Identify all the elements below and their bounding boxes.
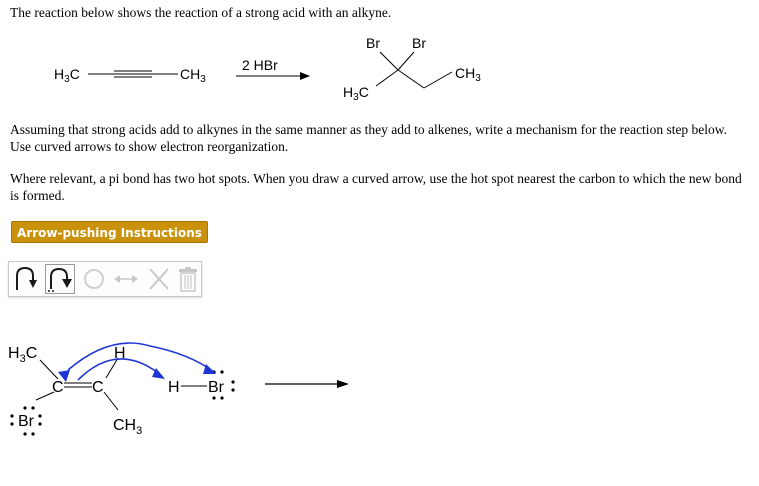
mech-ch3: $CH_3$ <box>113 417 143 437</box>
resonance-arrow-icon[interactable] <box>111 264 141 294</box>
bond-c1-br <box>36 392 54 400</box>
bond-c2-ch3 <box>104 392 118 410</box>
mechanism-result-arrow <box>265 378 349 390</box>
mech-br-anion: Br <box>18 413 34 430</box>
reactant-ch3: $CH_3$ <box>180 66 206 85</box>
delete-icon[interactable] <box>143 264 173 294</box>
arrow-toolbar <box>8 261 202 297</box>
product-br-left: Br <box>366 35 380 51</box>
product-h3c: $H_3C$ <box>343 84 369 103</box>
mech-c1: C <box>52 379 64 396</box>
single-electron-arrow-icon[interactable] <box>11 264 41 294</box>
mech-hbr-h: H <box>168 379 180 396</box>
double-electron-arrow-icon[interactable] <box>45 264 75 294</box>
reactant-h3c: $H_3C$ <box>54 66 80 85</box>
mech-c2: C <box>92 379 104 396</box>
question-intro: The reaction below shows the reaction of a strong acid with an alkyne. <box>10 5 392 20</box>
reaction-arrow <box>236 70 310 82</box>
curved-arrow-pi-to-h[interactable] <box>78 359 162 380</box>
bond-ch3-c1 <box>40 360 58 379</box>
product-skeleton <box>360 48 460 98</box>
product-ch3: $CH_3$ <box>455 65 481 84</box>
question-paragraph-2: Where relevant, a pi bond has two hot spots. When you draw a curved arrow, use the hot spot nearest the carbon to which the new bond is formed. <box>10 171 742 203</box>
triple-bond <box>88 65 178 85</box>
product-br-right: Br <box>412 35 426 51</box>
mech-h3c: $H_3C$ <box>8 345 38 365</box>
mechanism-canvas[interactable] <box>0 330 420 470</box>
lone-pair-icon[interactable] <box>79 264 109 294</box>
trash-icon[interactable] <box>173 264 203 294</box>
arrow-pushing-instructions-button[interactable]: Arrow-pushing Instructions <box>11 221 208 243</box>
curved-arrow-hbr-to-br[interactable] <box>68 343 214 372</box>
mech-hbr-br: Br <box>208 379 224 396</box>
reagent-label: 2 HBr <box>242 57 278 73</box>
mech-h-top: H <box>114 345 126 362</box>
question-paragraph-1: Assuming that strong acids add to alkynes in the same manner as they add to alkenes, write a mechanism for the reaction step below. Use curved arrows to show electron reorganization. <box>10 122 728 154</box>
